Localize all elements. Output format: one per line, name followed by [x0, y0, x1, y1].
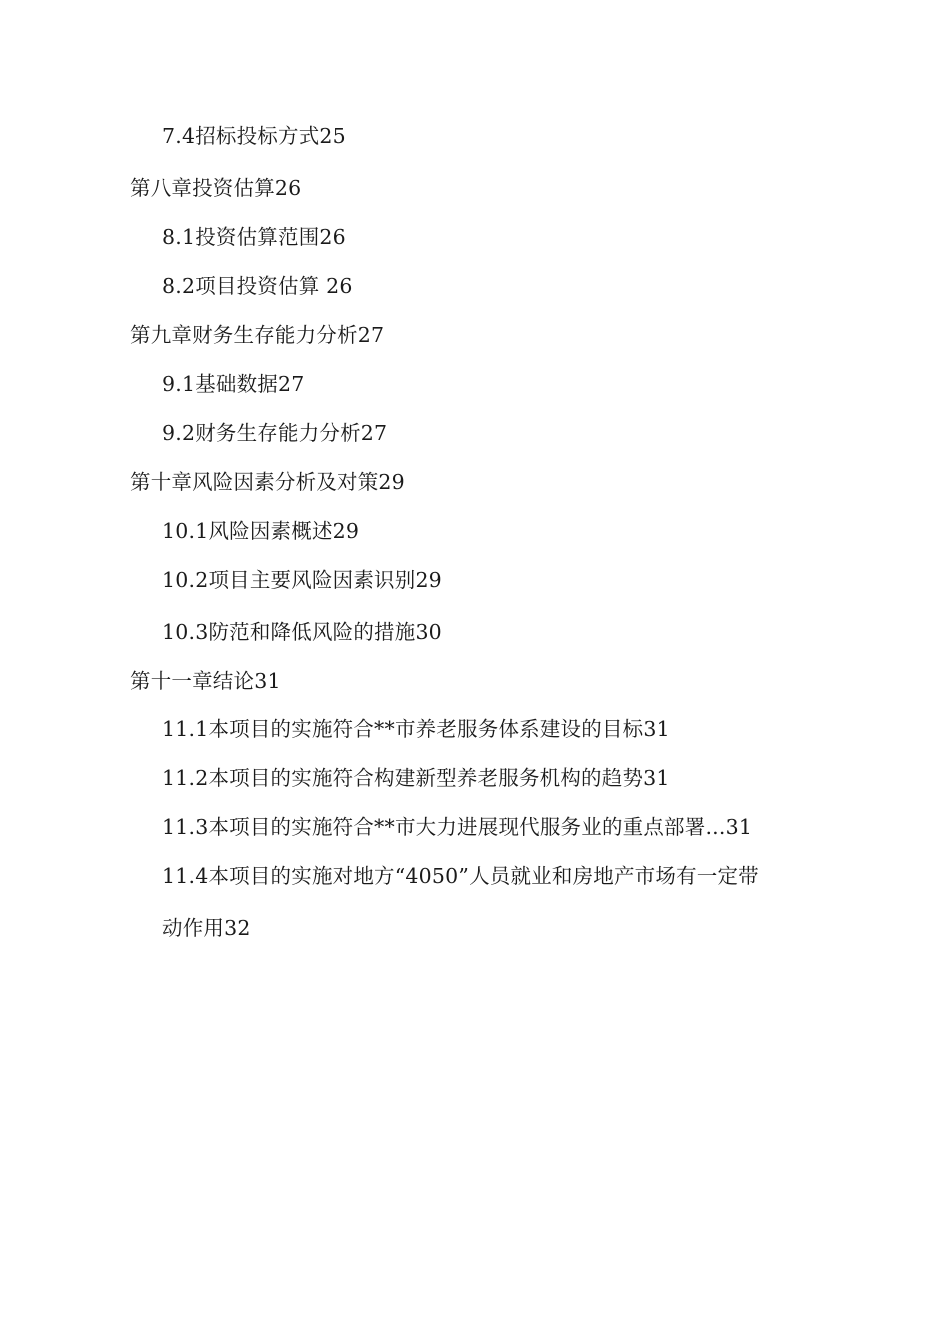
toc-chapter-10[interactable]: 第十章风险因素分析及对策29 — [130, 470, 405, 494]
toc-chapter-8[interactable]: 第八章投资估算26 — [130, 176, 302, 200]
toc-entry-10-2[interactable]: 10.2项目主要风险因素识别29 — [162, 568, 442, 592]
toc-entry-10-1[interactable]: 10.1风险因素概述29 — [162, 519, 360, 543]
toc-entry-9-2[interactable]: 9.2财务生存能力分析27 — [162, 421, 388, 445]
toc-entry-7-4[interactable]: 7.4招标投标方式25 — [162, 124, 346, 148]
toc-entry-8-1[interactable]: 8.1投资估算范围26 — [162, 225, 346, 249]
toc-entry-11-3[interactable]: 11.3本项目的实施符合**市大力进展现代服务业的重点部署...31 — [162, 815, 753, 839]
toc-chapter-9[interactable]: 第九章财务生存能力分析27 — [130, 323, 385, 347]
toc-entry-11-2[interactable]: 11.2本项目的实施符合构建新型养老服务机构的趋势31 — [162, 766, 670, 790]
toc-entry-9-1[interactable]: 9.1基础数据27 — [162, 372, 305, 396]
toc-entry-11-4[interactable]: 11.4本项目的实施对地方“4050”人员就业和房地产市场有一定带 — [162, 864, 759, 888]
toc-entry-8-2[interactable]: 8.2项目投资估算 26 — [162, 274, 353, 298]
toc-entry-10-3[interactable]: 10.3防范和降低风险的措施30 — [162, 620, 442, 644]
toc-entry-11-4-continued[interactable]: 动作用32 — [162, 916, 251, 940]
toc-chapter-11[interactable]: 第十一章结论31 — [130, 669, 281, 693]
toc-entry-11-1[interactable]: 11.1本项目的实施符合**市养老服务体系建设的目标31 — [162, 717, 670, 741]
